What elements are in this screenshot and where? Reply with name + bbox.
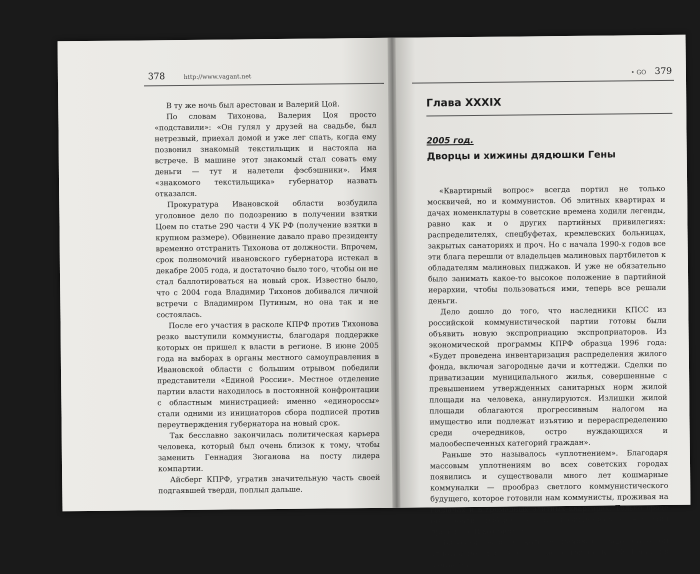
chapter-title: Глава XXXIX <box>426 96 502 110</box>
paragraph: Так бесславно закончилась политическая карьера человека, который был очень близок к тому, чтобы заменить Геннадия Зюганова на посту лидера компартии. <box>157 428 380 474</box>
paragraph: По словам Тихонова, Валерия Цоя просто «подставили»: «Он гулял у друзей на свадьбе, был нетрезвый, приехал домой и уже лег спать, когда ему позвонил знакомый текстильщик и настояла на встрече. В машине этот знакомый стал совать ему деньги — тут и налетели фэсбэшники». Имя «знакомого текстильщика» губернатор назвать отказался. <box>154 109 378 199</box>
chapter-rule <box>426 113 672 117</box>
right-running-head <box>412 67 672 80</box>
left-body-text <box>154 98 380 496</box>
section-title: Дворцы и хижины дядюшки Гены <box>426 149 616 163</box>
left-page <box>58 38 397 511</box>
paragraph: Дело дошло до того, что наследники КПСС из российской коммунистической партии готовы были объявить новую экспроприацию экспроприаторов. Из экономической программы КПРФ образца 1996 года: «Будет проведена инвентаризация распределения жилого фонда, включая загородные дачи и коттеджи. Сделки по приватизации муниципального жилья, совершенные с превышением утвержденных санитарных норм жилой площади на человека, аннулируются. Излишки жилой площади облагаются прогрессивным налогом на имущество или подлежат изъятию и перераспределению среди очередников, остро нуждающихся и малообеспеченных категорий граждан». <box>428 304 668 449</box>
right-body-text <box>427 183 669 570</box>
paragraph: Айсберг КПРФ, угратив значительную часть своей подгаявшей тверди, поплыл дальше. <box>158 472 381 496</box>
left-running-head <box>148 70 380 82</box>
paragraph: «Квартирный вопрос» всегда портил не только москвичей, но и коммунистов. Об элитных квартирах и дачах номенклатуры в советские времена ходили легенды, равно как и о других партийных привилегиях: распределителях, спецбуфетах, кремлевских больницах, закрытых санаториях и проч. Но с начала 1990-х годов все эти блага перешли от владельцев малиновых партбилетов к обладателям малиновых пиджаков. И уже не обязательно было занимать какое-то высокое положение в партийной иерархии, чтобы пользоваться ими, теперь все решали деньги. <box>427 183 667 306</box>
paragraph: В ту же ночь был арестован и Валерий Цой. <box>166 99 340 111</box>
paragraph: После его участия в расколе КПРФ против Тихонова резко выступили коммунисты, благодаря поддержке которых он пришел к власти в регионе. В июне 2005 года на выборах в органы местного самоуправления в Ивановской области с большим отрывом победили представители «Единой России». Местное отделение партии власти находилось в постоянной конфронтации с областным министрацией: именно «единороссы» стали одними из инициаторов сбора подписей против переутверждения губернатора на новый срок. <box>156 318 380 430</box>
left-header-rule <box>144 83 384 87</box>
right-page-number: 379 <box>654 66 672 78</box>
right-page <box>392 35 691 570</box>
paragraph: Прокуратура Ивановской области возбудила уголовное дело по подозрению в получении взятки Цоем по статье 290 части 4 УК РФ (получение взятки в крупном размере). Обвинение давало право президенту временно отстранить Тихонова от должности. Впрочем, срок полномочий ивановского губернатора истекал в декабре 2005 года, и достаточно было того, чтобы он не стал баллотироваться на новый срок. Известно было, что с 2004 года Владимир Тихонов добивался личной встречи с Владимиром Путиным, но она так и не состоялась. <box>155 197 379 320</box>
book-spread <box>58 35 691 570</box>
header-mark: • GO <box>630 69 647 77</box>
running-head-url: http://www.vagant.net <box>183 73 252 81</box>
left-page-number: 378 <box>147 72 166 83</box>
paragraph: Впрочем, если с кого и начинать надо было бы уплотнение, так это с самого вождя КПРФ Геннадия Зюганова. <box>430 535 669 570</box>
right-header-rule <box>412 80 674 84</box>
section-year: 2005 год. <box>426 135 474 147</box>
paragraph: Раньше это называлось «уплотнением». Благодаря массовым уплотнениям во всех советских городах появились и существовали много лет кошмарные коммуналки — прообраз светлого коммунистического будущего, которое готовили нам коммунисты, проживая на госдачах и в громадных элитных квартирах. Только вроде бы почти избавились от коммунального наследия прошлого. И вот опять? <box>429 447 669 537</box>
